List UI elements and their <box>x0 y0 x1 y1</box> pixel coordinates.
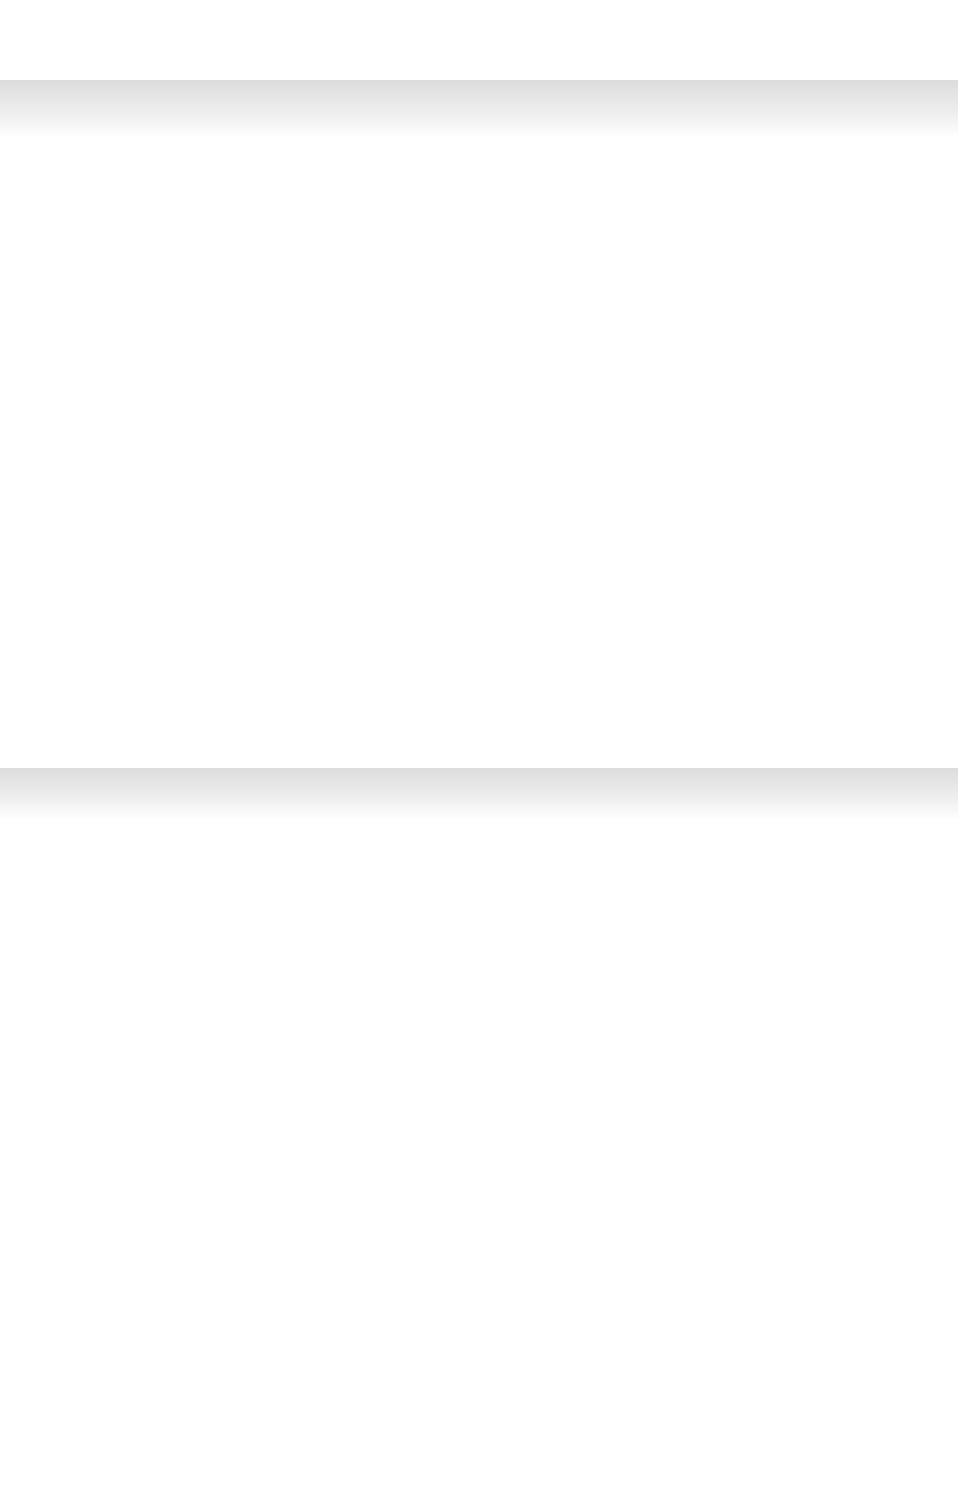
balansbudget-header-band <box>0 768 958 820</box>
resultatbudget-header-band <box>0 80 958 138</box>
